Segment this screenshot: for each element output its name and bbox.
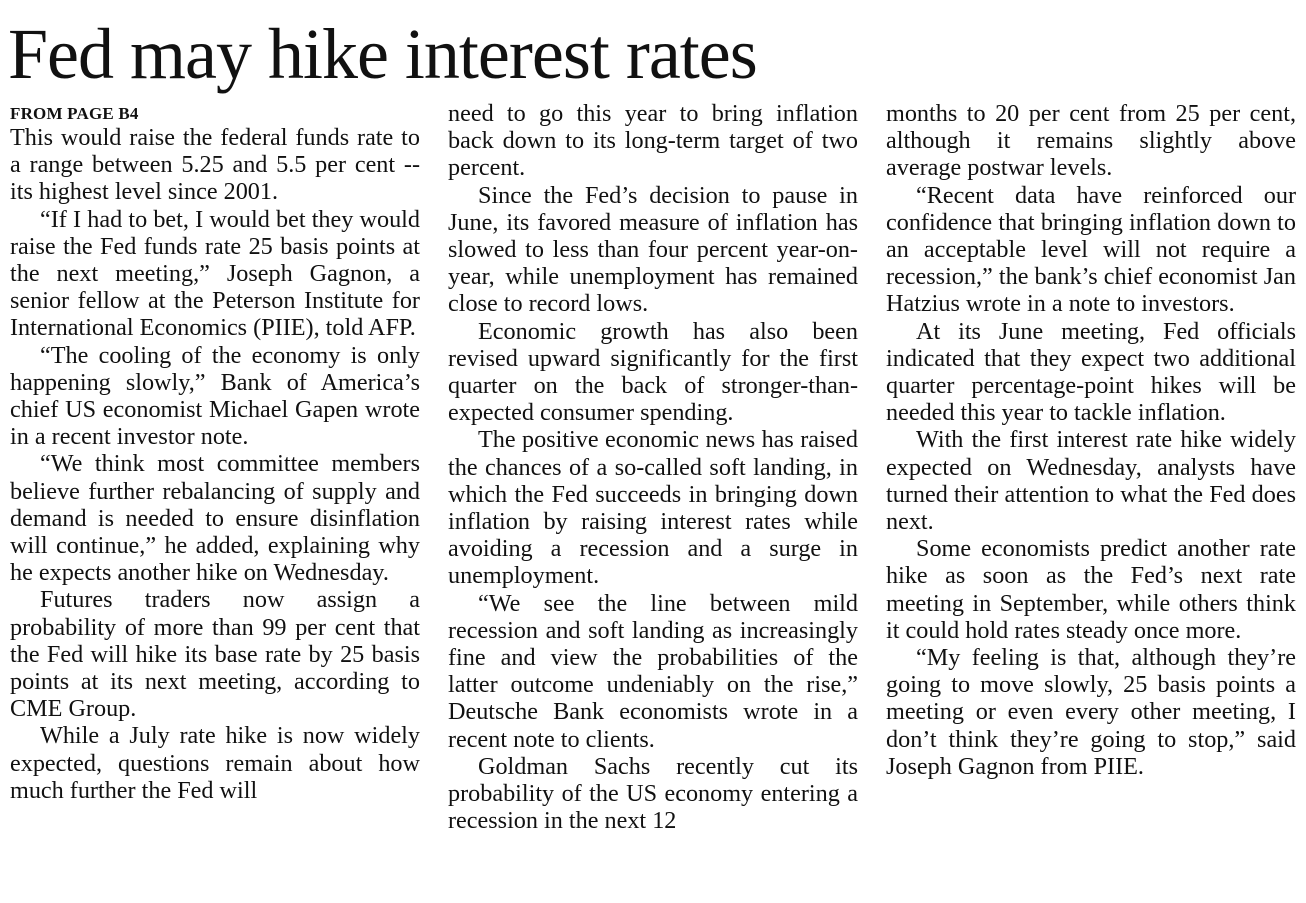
continuation-kicker: FROM PAGE B4	[10, 104, 139, 123]
paragraph: “We see the line between mild recession and soft landing as increasingly fine and view the probabilities of the latter outcome undeniably on the rise,” Deutsche Bank economists wrote in a recent note to clients.	[448, 589, 858, 753]
paragraph: Economic growth has also been revised upward significantly for the first quarter on the back of stronger-than-expected consumer spending.	[448, 317, 858, 427]
paragraph: While a July rate hike is now widely expected, questions remain about how much further the Fed will	[10, 722, 420, 804]
paragraph: This would raise the federal funds rate to a range between 5.25 and 5.5 per cent -- its highest level since 2001.	[10, 124, 420, 206]
paragraph-continued: need to go this year to bring inflation back down to its long-term target of two percent.	[448, 100, 858, 182]
paragraph-continued: months to 20 per cent from 25 per cent, although it remains slightly above average postwar levels.	[886, 100, 1296, 182]
article-column-3	[886, 100, 1296, 780]
article-column-1	[10, 100, 420, 804]
paragraph: The positive economic news has raised the chances of a so-called soft landing, in which the Fed succeeds in bringing down inflation by raising interest rates while avoiding a recession and a surge in unemployment.	[448, 426, 858, 590]
paragraph: “The cooling of the economy is only happening slowly,” Bank of America’s chief US economist Michael Gapen wrote in a recent investor note.	[10, 341, 420, 451]
paragraph: “Recent data have reinforced our confidence that bringing inflation down to an acceptable level will not require a recession,” the bank’s chief economist Jan Hatzius wrote in a note to investors.	[886, 181, 1296, 318]
paragraph: Some economists predict another rate hike as soon as the Fed’s next rate meeting in September, while others think it could hold rates steady once more.	[886, 535, 1296, 644]
headline: Fed may hike interest rates	[8, 14, 757, 94]
paragraph: With the first interest rate hike widely expected on Wednesday, analysts have turned their attention to what the Fed does next.	[886, 426, 1296, 536]
paragraph: At its June meeting, Fed officials indicated that they expect two additional quarter percentage-point hikes will be needed this year to tackle inflation.	[886, 317, 1296, 427]
article-column-2	[448, 100, 858, 834]
paragraph: Goldman Sachs recently cut its probability of the US economy entering a recession in the next 12	[448, 752, 858, 835]
paragraph: Since the Fed’s decision to pause in June, its favored measure of inflation has slowed to less than four percent year-on-year, while unemployment has remained close to record lows.	[448, 181, 858, 318]
paragraph: “If I had to bet, I would bet they would raise the Fed funds rate 25 basis points at the next meeting,” Joseph Gagnon, a senior fellow at the Peterson Institute for International Economics (PIIE), told AFP.	[10, 205, 420, 342]
paragraph: “My feeling is that, although they’re going to move slowly, 25 basis points a meeting or even every other meeting, I don’t think they’re going to stop,” said Joseph Gagnon from PIIE.	[886, 644, 1296, 780]
paragraph: “We think most committee members believe further rebalancing of supply and demand is needed to ensure disinflation will continue,” he added, explaining why he expects another hike on Wednesday.	[10, 450, 420, 587]
paragraph: Futures traders now assign a probability of more than 99 per cent that the Fed will hike its base rate by 25 basis points at its next meeting, according to CME Group.	[10, 586, 420, 723]
